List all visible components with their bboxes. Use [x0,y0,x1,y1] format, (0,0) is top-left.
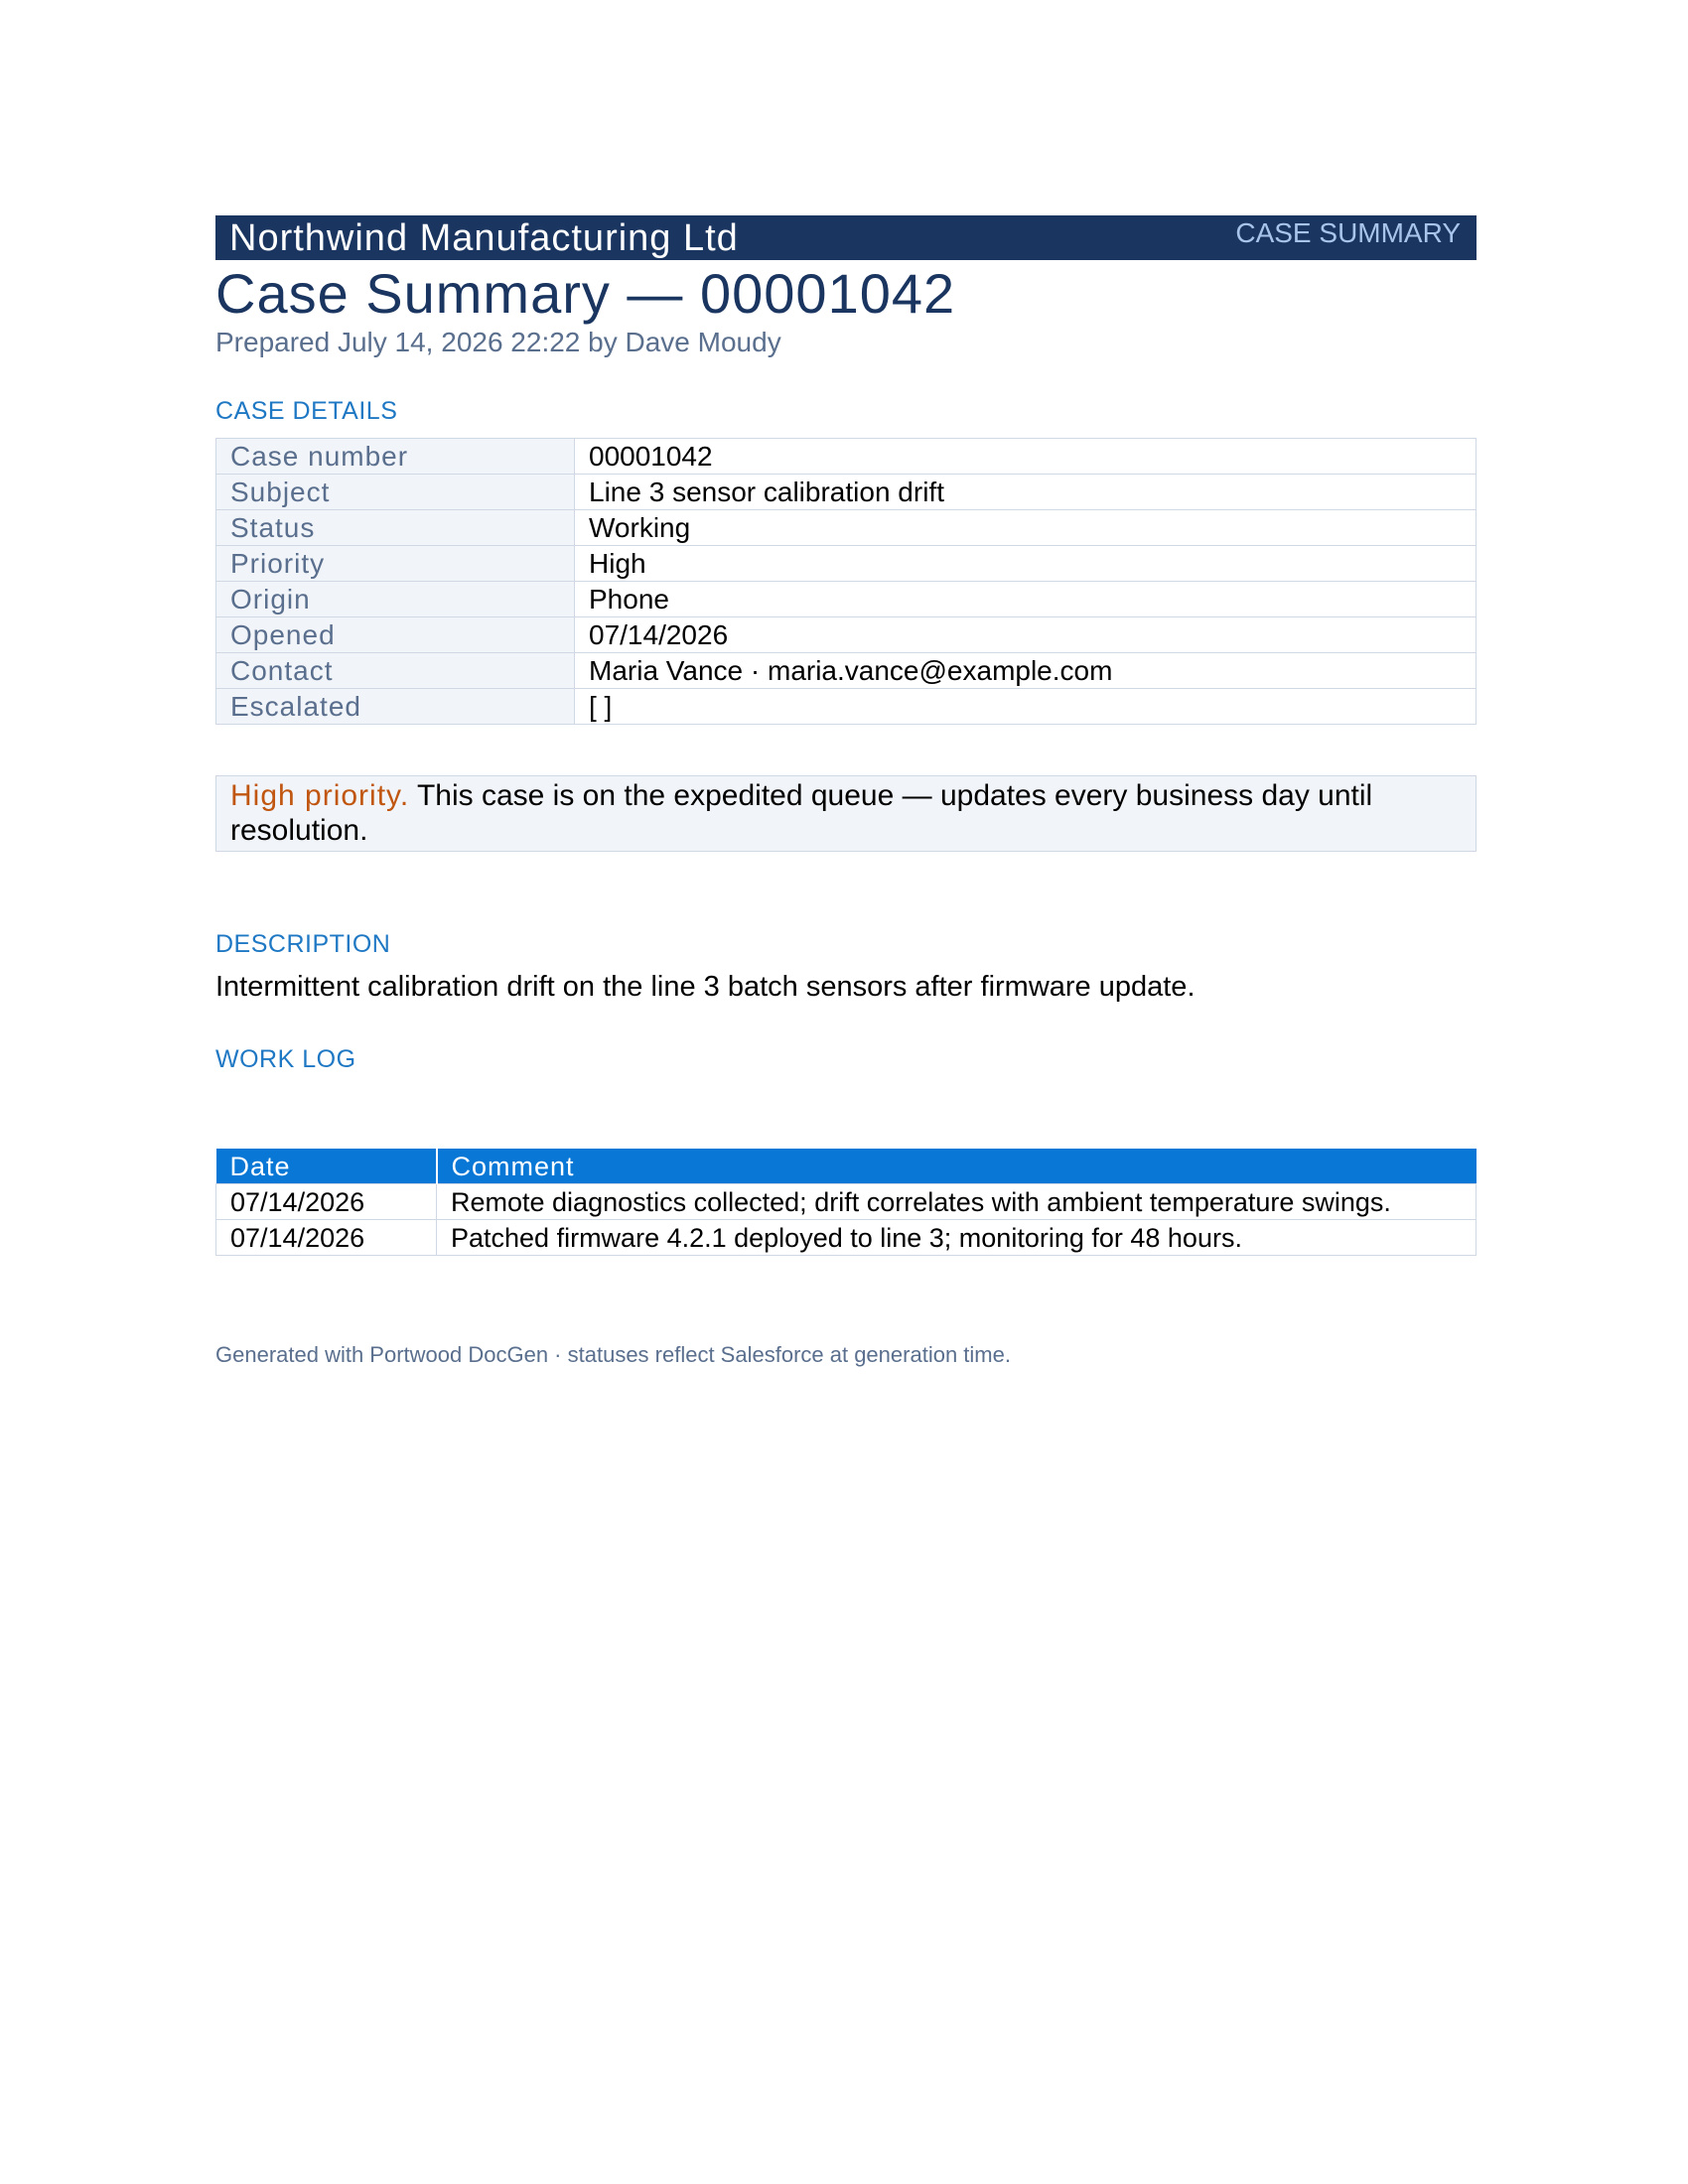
details-row-opened [216,617,1477,653]
escalated-checkbox-value: [ ] [575,689,1477,725]
details-label: Contact [216,653,575,689]
prepared-by-line: Prepared July 14, 2026 22:22 by Dave Moudy [215,327,781,357]
log-comment: Patched firmware 4.2.1 deployed to line 3; monitoring for 48 hours. [437,1220,1477,1256]
column-header-date: Date [216,1149,437,1184]
details-value: 00001042 [575,439,1477,475]
details-row-origin [216,582,1477,617]
details-value: 07/14/2026 [575,617,1477,653]
details-value: Working [575,510,1477,546]
details-label: Status [216,510,575,546]
details-value: Maria Vance · maria.vance@example.com [575,653,1477,689]
details-row-subject [216,475,1477,510]
case-details-heading: CASE DETAILS [215,397,398,425]
work-log-heading: WORK LOG [215,1045,356,1073]
details-label: Escalated [216,689,575,725]
document-type-label: CASE SUMMARY [1235,217,1461,248]
details-row-priority [216,546,1477,582]
details-row-contact [216,653,1477,689]
details-row-status [216,510,1477,546]
details-label: Opened [216,617,575,653]
table-row [216,1220,1477,1256]
column-header-comment: Comment [437,1149,1477,1184]
document-page [215,215,1477,1369]
details-row-escalated [216,689,1477,725]
case-details-table [215,438,1477,725]
log-date: 07/14/2026 [216,1220,437,1256]
details-label: Priority [216,546,575,582]
priority-callout [215,775,1477,852]
header-bar [215,215,1477,260]
log-comment: Remote diagnostics collected; drift correlates with ambient temperature swings. [437,1184,1477,1220]
description-text: Intermittent calibration drift on the line 3 batch sensors after firmware update. [215,971,1196,1003]
callout-text: This case is on the expedited queue — updates every business day until resolution. [230,779,1373,847]
details-label: Case number [216,439,575,475]
footer-note: Generated with Portwood DocGen · statuses reflect Salesforce at generation time. [215,1342,1011,1367]
details-value: High [575,546,1477,582]
page-title: Case Summary — 00001042 [215,262,956,325]
details-row-case-number [216,439,1477,475]
details-value: Phone [575,582,1477,617]
company-name: Northwind Manufacturing Ltd [229,217,739,259]
callout-emphasis: High priority. [230,779,410,812]
work-log-table [215,1149,1477,1256]
details-label: Origin [216,582,575,617]
log-date: 07/14/2026 [216,1184,437,1220]
work-log-header-row [216,1149,1477,1184]
details-label: Subject [216,475,575,510]
table-row [216,1184,1477,1220]
details-value: Line 3 sensor calibration drift [575,475,1477,510]
description-heading: DESCRIPTION [215,930,391,958]
